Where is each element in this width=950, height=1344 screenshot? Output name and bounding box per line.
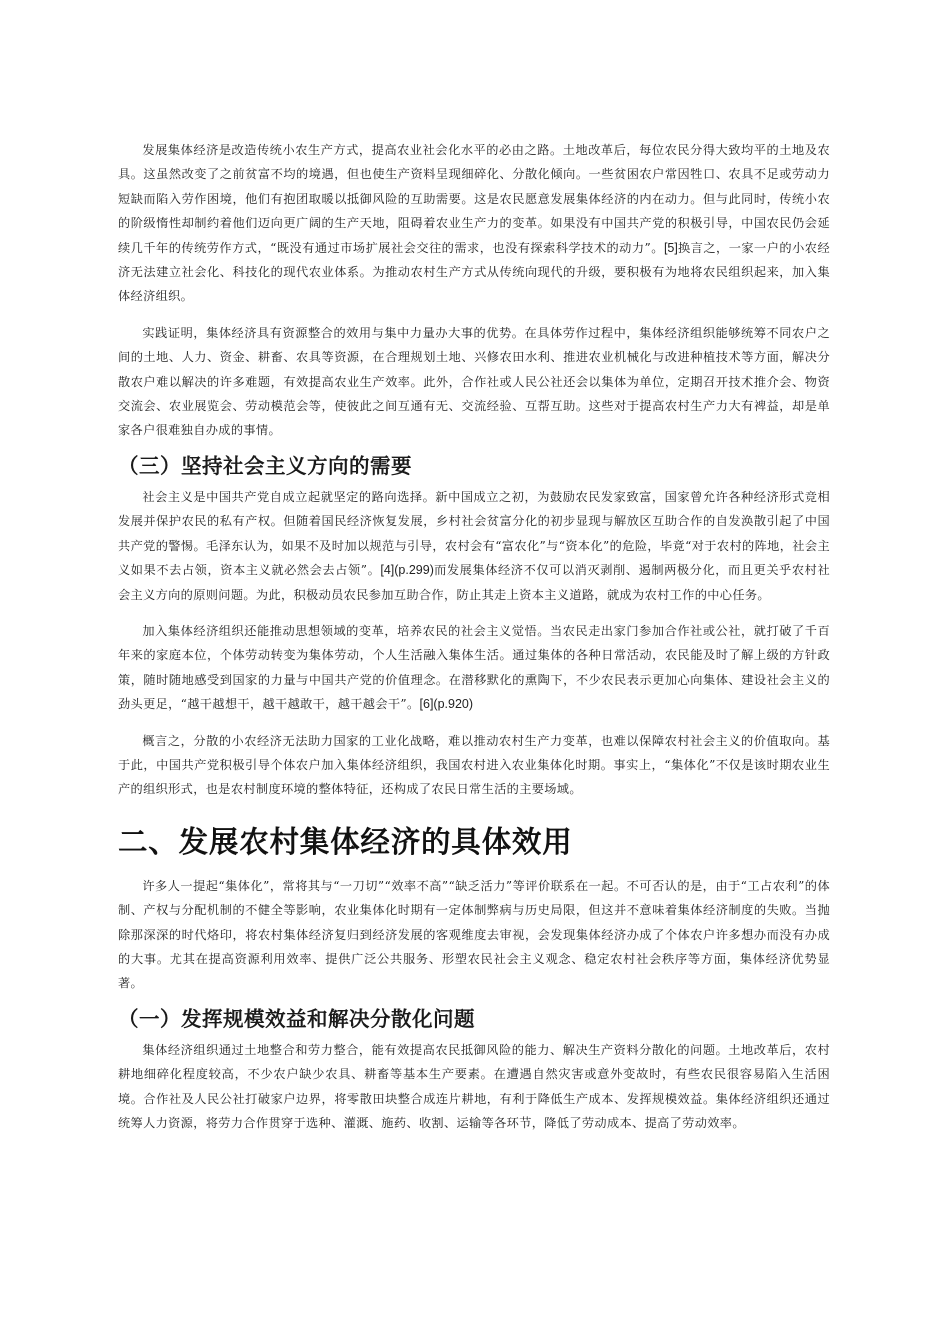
paragraph-text: 换言之，一家一户的小农经济无法建立社会化、科技化的现代农业体系。为推动农村生产方式从传统向现代的升级，要积极有为地将农民组织起来，加入集体经济组织。: [118, 240, 830, 304]
citation-ref: [4](p.299): [380, 563, 434, 578]
section-heading-socialist-direction: （三）坚持社会主义方向的需要: [118, 453, 412, 478]
paragraph-summary: 概言之，分散的小农经济无法助力国家的工业化战略，难以推动农村生产力变革，也难以保障农村社会主义的价值取向。基于此，中国共产党积极引导个体农户加入集体经济组织，我国农村进入农业集体化时期。事实上，“集体化”不仅是该时期农业生产的组织形式，也是农村制度环境的整体特征，还构成了农民日常生活的主要场域。: [118, 733, 830, 797]
citation-ref: [5]: [663, 240, 678, 255]
paragraph-text: 加入集体经济组织还能推动思想领域的变革，培养农民的社会主义觉悟。当农民走出家门参加合作社或公社，就打破了千百年来的家庭本位，个体劳动转变为集体劳动，个人生活融入集体生活。通过集体的各种日常活动，农民能及时了解上级的方针政策，随时随地感受到国家的力量与中国共产党的价值理念。在潜移默化的熏陶下，不少农民表示更加心向集体、建设社会主义的劲头更足，“越干越想干，越干越敢干，越干越会干”。: [118, 623, 830, 712]
paragraph-text: 发展集体经济是改造传统小农生产方式，提高农业社会化水平的必由之路。土地改革后，每位农民分得大致均平的土地及农具。这虽然改变了之前贫富不均的境遇，但也使生产资料呈现细碎化、分散化倾向。一些贫困农户常因牲口、农具不足或劳动力短缺而陷入劳作困境，他们有抱团取暖以抵御风险的互助需要。这是农民愿意发展集体经济的内在动力。但与此同时，传统小农的阶级惰性却制约着他们迈向更广阔的生产天地，阻碍着农业生产力的变革。如果没有中国共产党的积极引导，中国农民仍会延续几千年的传统劳作方式，“既没有通过市场扩展社会交往的需求，也没有探索科学技术的动力”。: [118, 143, 830, 255]
paragraph-scale-benefits: 集体经济组织通过土地整合和劳力整合，能有效提高农民抵御风险的能力、解决生产资料分散化的问题。土地改革后，农村耕地细碎化程度较高，不少农户缺少农具、耕畜等基本生产要素。在遭遇自然灾害或意外变故时，有些农民很容易陷入生活困境。合作社及人民公社打破家户边界，将零散田块整合成连片耕地，有利于降低生产成本、发挥规模效益。集体经济组织还通过统筹人力资源，将劳力合作贯穿于选种、灌溉、施药、收割、运输等各环节，降低了劳动成本、提高了劳动效率。: [118, 1042, 830, 1130]
paragraph-collective-economy-necessity: [118, 138, 830, 309]
document-page: [118, 138, 830, 1135]
paragraph-chapter-intro: 许多人一提起“集体化”，常将其与“一刀切”“效率不高”“缺乏活力”等评价联系在一起。不可否认的是，由于“工占农利”的体制、产权与分配机制的不健全等影响，农业集体化时期有一定体制弊病与历史局限，但这并不意味着集体经济制度的失败。当抛除那深深的时代烙印，将农村集体经济复归到经济发展的客观维度去审视，会发现集体经济办成了个体农户许多想办而没有办成的大事。尤其在提高资源利用效率、提供广泛公共服务、形塑农民社会主义观念、稳定农村社会秩序等方面，集体经济优势显著。: [118, 878, 830, 991]
chapter-heading-effects: 二、发展农村集体经济的具体效用: [118, 824, 573, 859]
section-heading-scale-benefits: （一）发挥规模效益和解决分散化问题: [118, 1006, 475, 1031]
paragraph-socialism-choice: [118, 485, 830, 607]
paragraph-text: 而发展集体经济不仅可以消灭剥削、遏制两极分化，而且更关乎农村社会主义方向的原则问题。为此，积极动员农民参加互助合作，防止其走上资本主义道路，就成为农村工作的中心任务。: [118, 563, 830, 602]
citation-ref: [6](p.920): [419, 697, 474, 712]
paragraph-ideological-change: [118, 619, 830, 717]
paragraph-resource-integration: 实践证明，集体经济具有资源整合的效用与集中力量办大事的优势。在具体劳作过程中，集体经济组织能够统筹不同农户之间的土地、人力、资金、耕畜、农具等资源，在合理规划土地、兴修农田水利、推进农业机械化与改进种植技术等方面，解决分散农户难以解决的许多难题，有效提高农业生产效率。此外，合作社或人民公社还会以集体为单位，定期召开技术推介会、物资交流会、农业展览会、劳动模范会等，使彼此之间互通有无、交流经验、互帮互助。这些对于提高农村生产力大有裨益，却是单家各户很难独自办成的事情。: [118, 325, 830, 438]
paragraph-text: 社会主义是中国共产党自成立起就坚定的路向选择。新中国成立之初，为鼓励农民发家致富，国家曾允许各种经济形式竞相发展并保护农民的私有产权。但随着国民经济恢复发展，乡村社会贫富分化的初步显现与解放区互助合作的自发涣散引起了中国共产党的警惕。毛泽东认为，如果不及时加以规范与引导，农村会有“富农化”与“资本化”的危险，毕竟“对于农村的阵地，社会主义如果不去占领，资本主义就必然会去占领”。: [118, 489, 830, 578]
